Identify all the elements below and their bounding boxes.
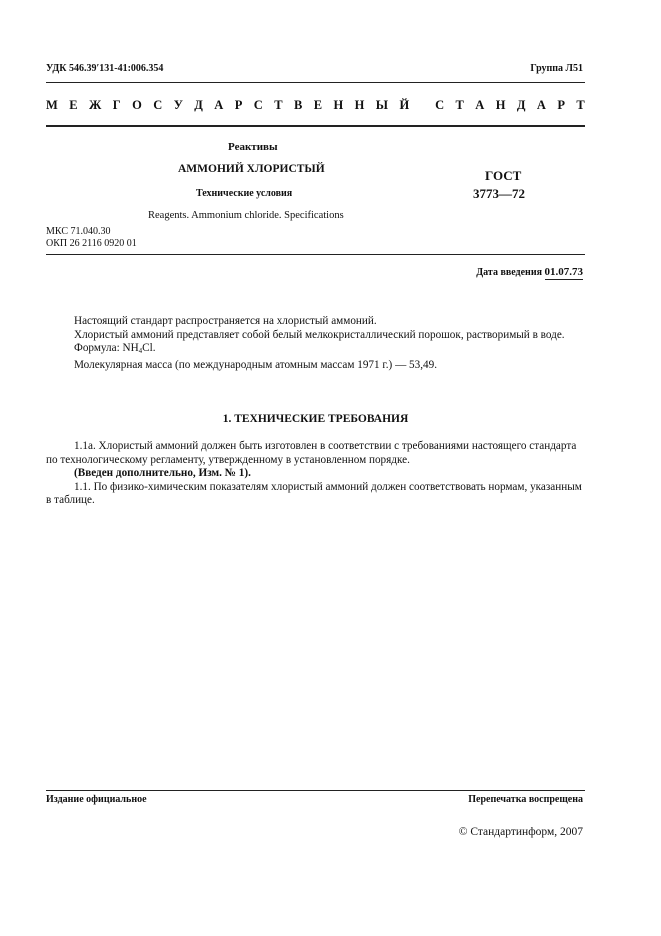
intro-section [46,315,585,372]
intro-paragraph: Хлористый аммоний представляет собой белый мелкокристаллический порошок, растворимый в воде. [74,328,565,341]
banner-letter: У [173,98,183,112]
banner-letter: А [214,98,224,112]
group-code: Группа Л51 [530,63,583,74]
banner-letter: А [536,98,546,112]
banner-gap [421,98,424,113]
banner-letter: Ы [375,98,389,112]
banner-letter: Е [69,98,78,112]
document-title: АММОНИЙ ХЛОРИСТЫЙ [178,163,325,175]
banner-letter: Д [516,98,526,112]
banner-letter: В [293,98,303,112]
banner-letter: С [153,98,163,112]
copyright: © Стандартинформ, 2007 [458,826,583,838]
formula-subscript: 4 [138,347,143,355]
banner-letter: Н [495,98,506,112]
formula-end: Cl. [142,342,156,354]
clause-1-1a: 1.1a. Хлористый аммоний должен быть изготовлен в соответствии с требованиями настоящего стандарта по технологическому регламенту, утвержденному в установленном порядке. [46,440,577,466]
header-divider [46,82,585,83]
amendment-note: (Введен дополнительно, Изм. № 1). [74,467,251,479]
udk-code: УДК 546.39′131-41:006.354 [46,63,164,74]
banner-letter: С [435,98,445,112]
banner-letter: Ж [88,98,102,112]
banner-letter: Т [576,98,585,112]
banner-letter: Е [313,98,323,112]
formula-label: Формула: [74,342,123,354]
banner-letter: О [132,98,142,112]
clause-1-1: 1.1. По физико-химическим показателям хлористый аммоний должен соответствовать нормам, указанным в таблице. [46,480,582,506]
section-1-body [46,440,585,508]
banner-letter: Н [354,98,365,112]
banner-letter: Н [333,98,344,112]
document-subtitle: Технические условия [196,188,293,199]
title-divider [46,254,585,255]
interstate-standard-banner [46,98,585,113]
banner-letter: Г [112,98,121,112]
banner-letter: Т [274,98,283,112]
intro-date [476,266,583,278]
banner-divider [46,125,585,127]
footer-divider [46,790,585,791]
document-category: Реактивы [228,141,278,153]
banner-letter: Т [455,98,464,112]
banner-letter: Р [557,98,565,112]
molecular-mass: Молекулярная масса (по международным атомным массам 1971 г.) — 53,49. [74,358,438,371]
english-title: Reagents. Ammonium chloride. Specifications [148,210,344,221]
okp-code: ОКП 26 2116 0920 01 [46,238,137,249]
banner-letter: Р [234,98,243,112]
section-heading: 1. ТЕХНИЧЕСКИЕ ТРЕБОВАНИЯ [222,413,409,425]
formula-base: NH [122,342,139,354]
gost-label: ГОСТ [485,168,522,183]
official-edition: Издание официальное [46,794,147,805]
formula-line [46,342,585,359]
banner-letter: А [475,98,485,112]
gost-number: 3773—72 [473,186,525,201]
intro-date-label: Дата введения [476,267,542,278]
banner-letter: Д [194,98,203,112]
reprint-prohibited: Перепечатка воспрещена [468,794,583,805]
banner-letter: С [253,98,263,112]
intro-date-value: 01.07.73 [544,266,583,278]
banner-letter: Й [399,98,410,112]
intro-paragraph: Настоящий стандарт распространяется на хлористый аммоний. [74,315,377,327]
banner-letter: М [46,98,58,112]
mks-code: МКС 71.040.30 [46,226,111,237]
